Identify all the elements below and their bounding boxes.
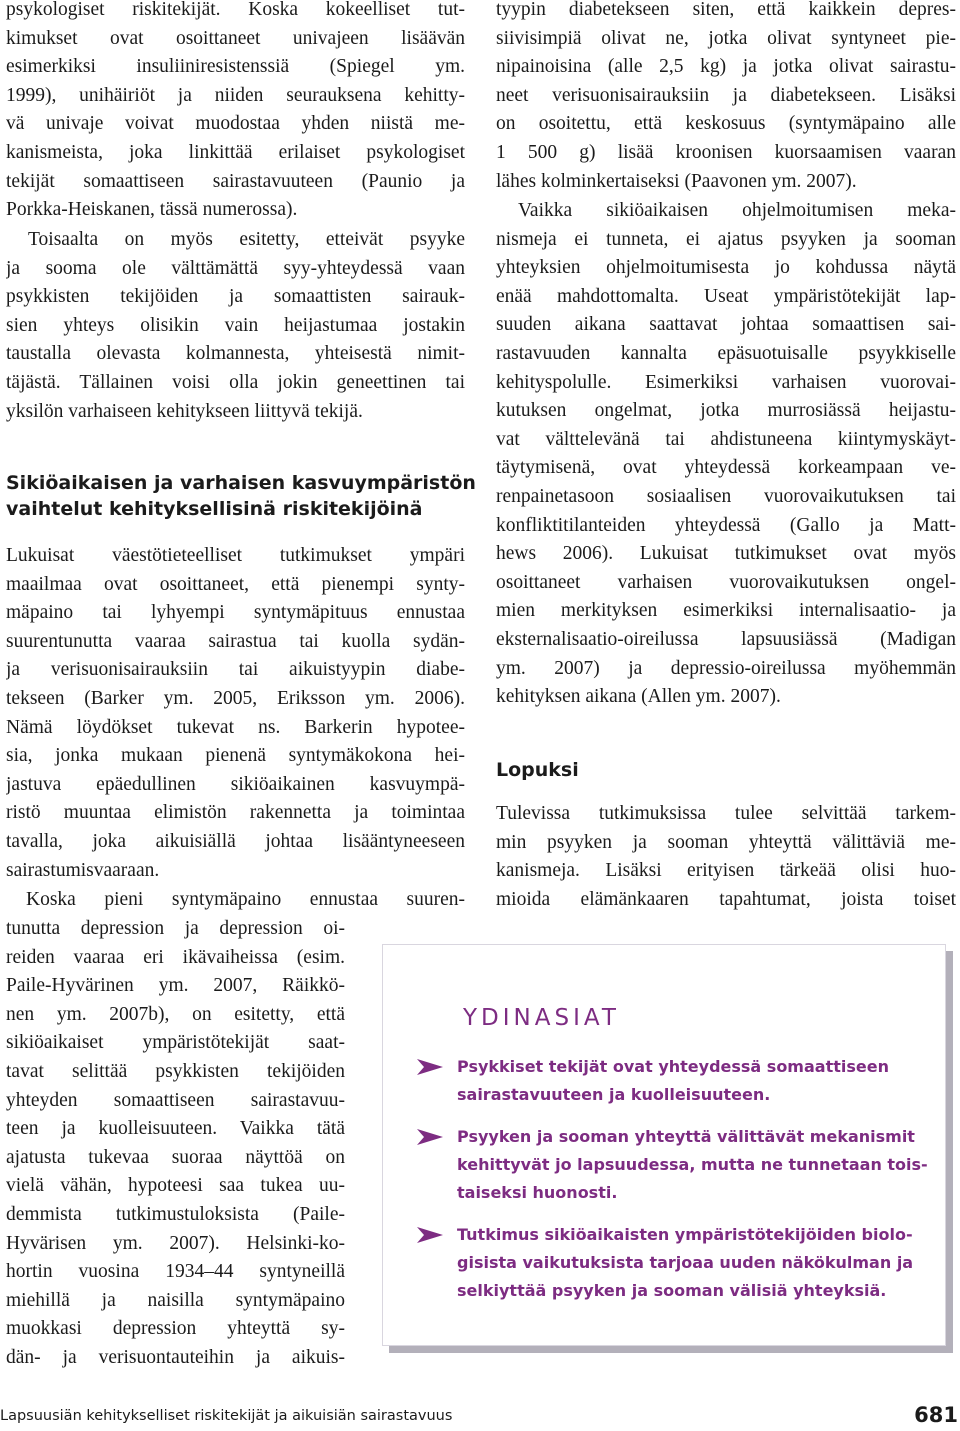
text-line: on osoitettu, että keskosuus (syntymäpaino alle — [496, 113, 956, 135]
text-line: suuden aikana saattavat johtaa somaattisen sai- — [496, 314, 956, 336]
text-line: mioida elämänkaaren tapahtumat, joista toiset — [496, 888, 956, 910]
text-line: kehityksen aikana (Allen ym. 2007). — [496, 686, 781, 708]
text-line: tekijät somaattiseen sairastavuuteen (Paunio ja — [6, 170, 465, 192]
key-point-1 — [457, 1053, 927, 1109]
key-point-3 — [457, 1221, 927, 1305]
text-line: tekseen (Barker ym. 2005, Eriksson ym. 2006). — [6, 687, 465, 709]
text-line: yksilön varhaiseen kehitykseen liittyvä tekijä. — [6, 400, 363, 422]
text-line: enää mahdottomalta. Useat ympäristötekijät lap- — [496, 285, 956, 307]
text-line: Koska pieni syntymäpaino ennustaa suuren- — [26, 889, 465, 910]
text-line: yhteyksien ohjelmoitumisesta jo kohdussa näytä — [496, 257, 956, 279]
text-line: Lukuisat väestötieteelliset tutkimukset ympäri — [6, 545, 465, 566]
text-line: kimukset ovat osoittaneet univajeen lisäävän — [6, 27, 465, 49]
text-line: vä univaje voivat muodostaa yhden niistä me- — [6, 113, 465, 135]
text-line: 1 500 g) lisää kroonisen kuorsaamisen vaaran — [496, 141, 956, 163]
text-line: 1999), unihäiriöt ja niiden seurauksena kehitty- — [6, 84, 465, 106]
text-line: vat välttelevänä tai ahdistuneena kiintymyskäyt- — [496, 428, 956, 450]
key-point-line: kehittyvät jo lapsuudessa, mutta ne tunnetaan tois- — [457, 1155, 928, 1174]
key-point-line: Tutkimus sikiöaikaisten ympäristötekijöiden biolo- — [457, 1225, 913, 1244]
text-line: ja sooma ole välttämättä syy-yhteydessä vaan — [6, 257, 465, 279]
left-paragraph-2 — [6, 226, 465, 426]
text-line: nismeja ei tunneta, ei ajatus psyyken ja sooman — [496, 228, 956, 250]
text-line: Nämä löydökset tukevat ns. Barkerin hypotee- — [6, 716, 465, 738]
left-paragraph-1 — [6, 0, 465, 225]
text-line: tavat selittää psykkisten tekijöiden — [6, 1060, 345, 1082]
text-line: kanismeista, joka linkittää erilaiset psykologiset — [6, 141, 465, 163]
key-point-2 — [457, 1123, 927, 1207]
text-line: sikiöaikaiset ympäristötekijät saat- — [6, 1032, 345, 1054]
text-line: Vaikka sikiöaikaisen ohjelmoitumisen meka- — [518, 200, 956, 221]
running-title: Lapsuusiän kehitykselliset riskitekijät ja aikuisiän sairastavuus — [0, 1408, 453, 1424]
text-line: kehityspolulle. Esimerkiksi varhaisen vuorovai- — [496, 371, 956, 393]
text-line: taustalla olevasta kolmannesta, yhteisestä nimit- — [6, 343, 465, 365]
text-line: yhteyden somaattiseen sairastavuu- — [6, 1089, 345, 1111]
text-line: psykkisten tekijöiden ja somaattisten sairauk- — [6, 286, 465, 308]
left-paragraph-4-first-line — [6, 886, 465, 915]
text-line: teen ja kuolleisuuteen. Vaikka tätä — [6, 1118, 345, 1140]
text-line: Paile-Hyvärinen ym. 2007, Räikkö- — [6, 975, 345, 997]
text-line: miehillä ja naisilla syntymäpaino — [6, 1289, 345, 1311]
left-paragraph-3 — [6, 542, 465, 885]
text-line: sairastumisvaaraan. — [6, 859, 160, 881]
text-line: ja verisuonisairauksiin tai aikuistyypin diabe- — [6, 659, 465, 681]
page-number: 681 — [914, 1403, 958, 1427]
section-heading-early-environment — [6, 470, 476, 522]
text-line: osoittaneet varhaisen vuorovaikutuksen ongel- — [496, 571, 956, 593]
text-line: reiden vaaraa eri ikävaiheissa (esim. — [6, 946, 345, 968]
right-paragraph-3 — [496, 800, 956, 914]
key-point-line: gisista vaikutuksista tarjoaa uuden näkökulman ja — [457, 1253, 914, 1272]
section-heading-line-2: vaihtelut kehityksellisinä riskitekijöinä — [6, 498, 423, 520]
text-line: ym. 2007) ja depressio-oireilussa myöhemmän — [496, 657, 956, 679]
text-line: esimerkiksi insuliiniresistenssiä (Spiegel ym. — [6, 56, 465, 78]
key-points-box — [382, 944, 946, 1346]
key-points-title: YDINASIAT — [463, 1005, 620, 1031]
arrowhead-icon — [417, 1129, 443, 1145]
text-line: tunutta depression ja depression oi- — [6, 918, 345, 939]
key-point-line: Psyyken ja sooman yhteyttä välittävät mekanismit — [457, 1127, 915, 1146]
text-line: täytymisenä, ovat yhteydessä korkeampaan ve- — [496, 457, 956, 479]
text-line: nen ym. 2007b), on esitetty, että — [6, 1003, 345, 1025]
text-line: tavalla, joka aikuisiällä johtaa lisääntyneeseen — [6, 830, 465, 852]
text-line: konfliktitilanteiden yhteydessä (Gallo ja Matt- — [496, 514, 956, 536]
section-heading-line-1: Sikiöaikaisen ja varhaisen kasvuympäristön — [6, 472, 476, 494]
text-line: sien yhteys olisikin vain heijastumaa jostakin — [6, 314, 465, 336]
text-line: mäpaino tai lyhyempi syntymäpituus ennustaa — [6, 602, 465, 624]
arrowhead-icon — [417, 1227, 443, 1243]
right-paragraph-1 — [496, 0, 956, 196]
text-line: jastuva epäedullinen sikiöaikainen kasvuympä- — [6, 773, 465, 795]
text-line: nipainoisina (alle 2,5 kg) ja jotka olivat sairastu- — [496, 56, 956, 78]
arrowhead-icon — [417, 1059, 443, 1075]
text-line: hortin vuosina 1934–44 syntyneillä — [6, 1261, 345, 1283]
key-point-line: Psykkiset tekijät ovat yhteydessä somaattiseen — [457, 1057, 889, 1076]
text-line: suurentunutta vaaraa sairastua tai kuolla sydän- — [6, 630, 465, 652]
text-line: demmista tutkimustuloksista (Paile- — [6, 1203, 345, 1225]
section-heading-conclusion: Lopuksi — [496, 759, 579, 781]
text-line: siivisimpiä olivat ne, jotka olivat syntyneet pie- — [496, 27, 956, 49]
text-line: hews 2006). Lukuisat tutkimukset ovat myös — [496, 543, 956, 565]
text-line: lähes kolminkertaiseksi (Paavonen ym. 2007). — [496, 170, 857, 192]
text-line: psykologiset riskitekijät. Koska kokeelliset tut- — [6, 0, 465, 20]
text-line: mien merkityksen esimerkiksi internalisaatio- ja — [496, 600, 956, 622]
key-point-line: selkiyttää psyyken ja sooman välisiä yhteyksiä. — [457, 1281, 887, 1300]
text-line: tyypin diabetekseen siten, että kaikkein depres- — [496, 0, 956, 20]
text-line: täjästä. Tällainen voisi olla jokin geneettinen tai — [6, 371, 465, 393]
text-line: rastavuuden kannalta epäsuotuisalle psyykkiselle — [496, 342, 956, 364]
text-line: renpainetasoon sosiaalisen vuorovaikutuksen tai — [496, 485, 956, 507]
text-line: Hyvärisen ym. 2007). Helsinki-ko- — [6, 1232, 345, 1254]
text-line: Tulevissa tutkimuksissa tulee selvittää tarkem- — [496, 803, 956, 824]
text-line: Porkka-Heiskanen, tässä numerossa). — [6, 199, 298, 221]
key-point-line: taiseksi huonosti. — [457, 1183, 618, 1202]
text-line: ajatusta tukevaa suoraa näyttöä on — [6, 1146, 345, 1168]
key-point-line: sairastavuuteen ja kuolleisuuteen. — [457, 1085, 771, 1104]
text-line: sia, jonka mukaan pienenä syntymäkokona hei- — [6, 745, 465, 767]
text-line: dän- ja verisuontauteihin ja aikuis- — [6, 1346, 345, 1368]
text-line: maailmaa ovat osoittaneet, että pienempi synty- — [6, 573, 465, 595]
text-line: min psyyken ja sooman yhteyttä välittäviä me- — [496, 831, 956, 853]
text-line: vielä vähän, hypoteesi saa tukea uu- — [6, 1175, 345, 1197]
text-line: kutuksen ongelmat, jotka murrosiässä heijastu- — [496, 400, 956, 422]
text-line: kanismeja. Lisäksi erityisen tärkeää olisi huo- — [496, 860, 956, 882]
text-line: ristö muuntaa elimistön rakennetta ja toimintaa — [6, 802, 465, 824]
text-line: eksternalisaatio-oireilussa lapsuusiässä (Madigan — [496, 628, 956, 650]
text-line: muokkasi depression yhteyttä sy- — [6, 1318, 345, 1340]
text-line: neet verisuonisairauksiin ja diabetekseen. Lisäksi — [496, 84, 956, 106]
right-paragraph-2 — [496, 197, 956, 712]
left-paragraph-4 — [6, 915, 345, 1373]
text-line: Toisaalta on myös esitetty, etteivät psyyke — [28, 229, 465, 250]
